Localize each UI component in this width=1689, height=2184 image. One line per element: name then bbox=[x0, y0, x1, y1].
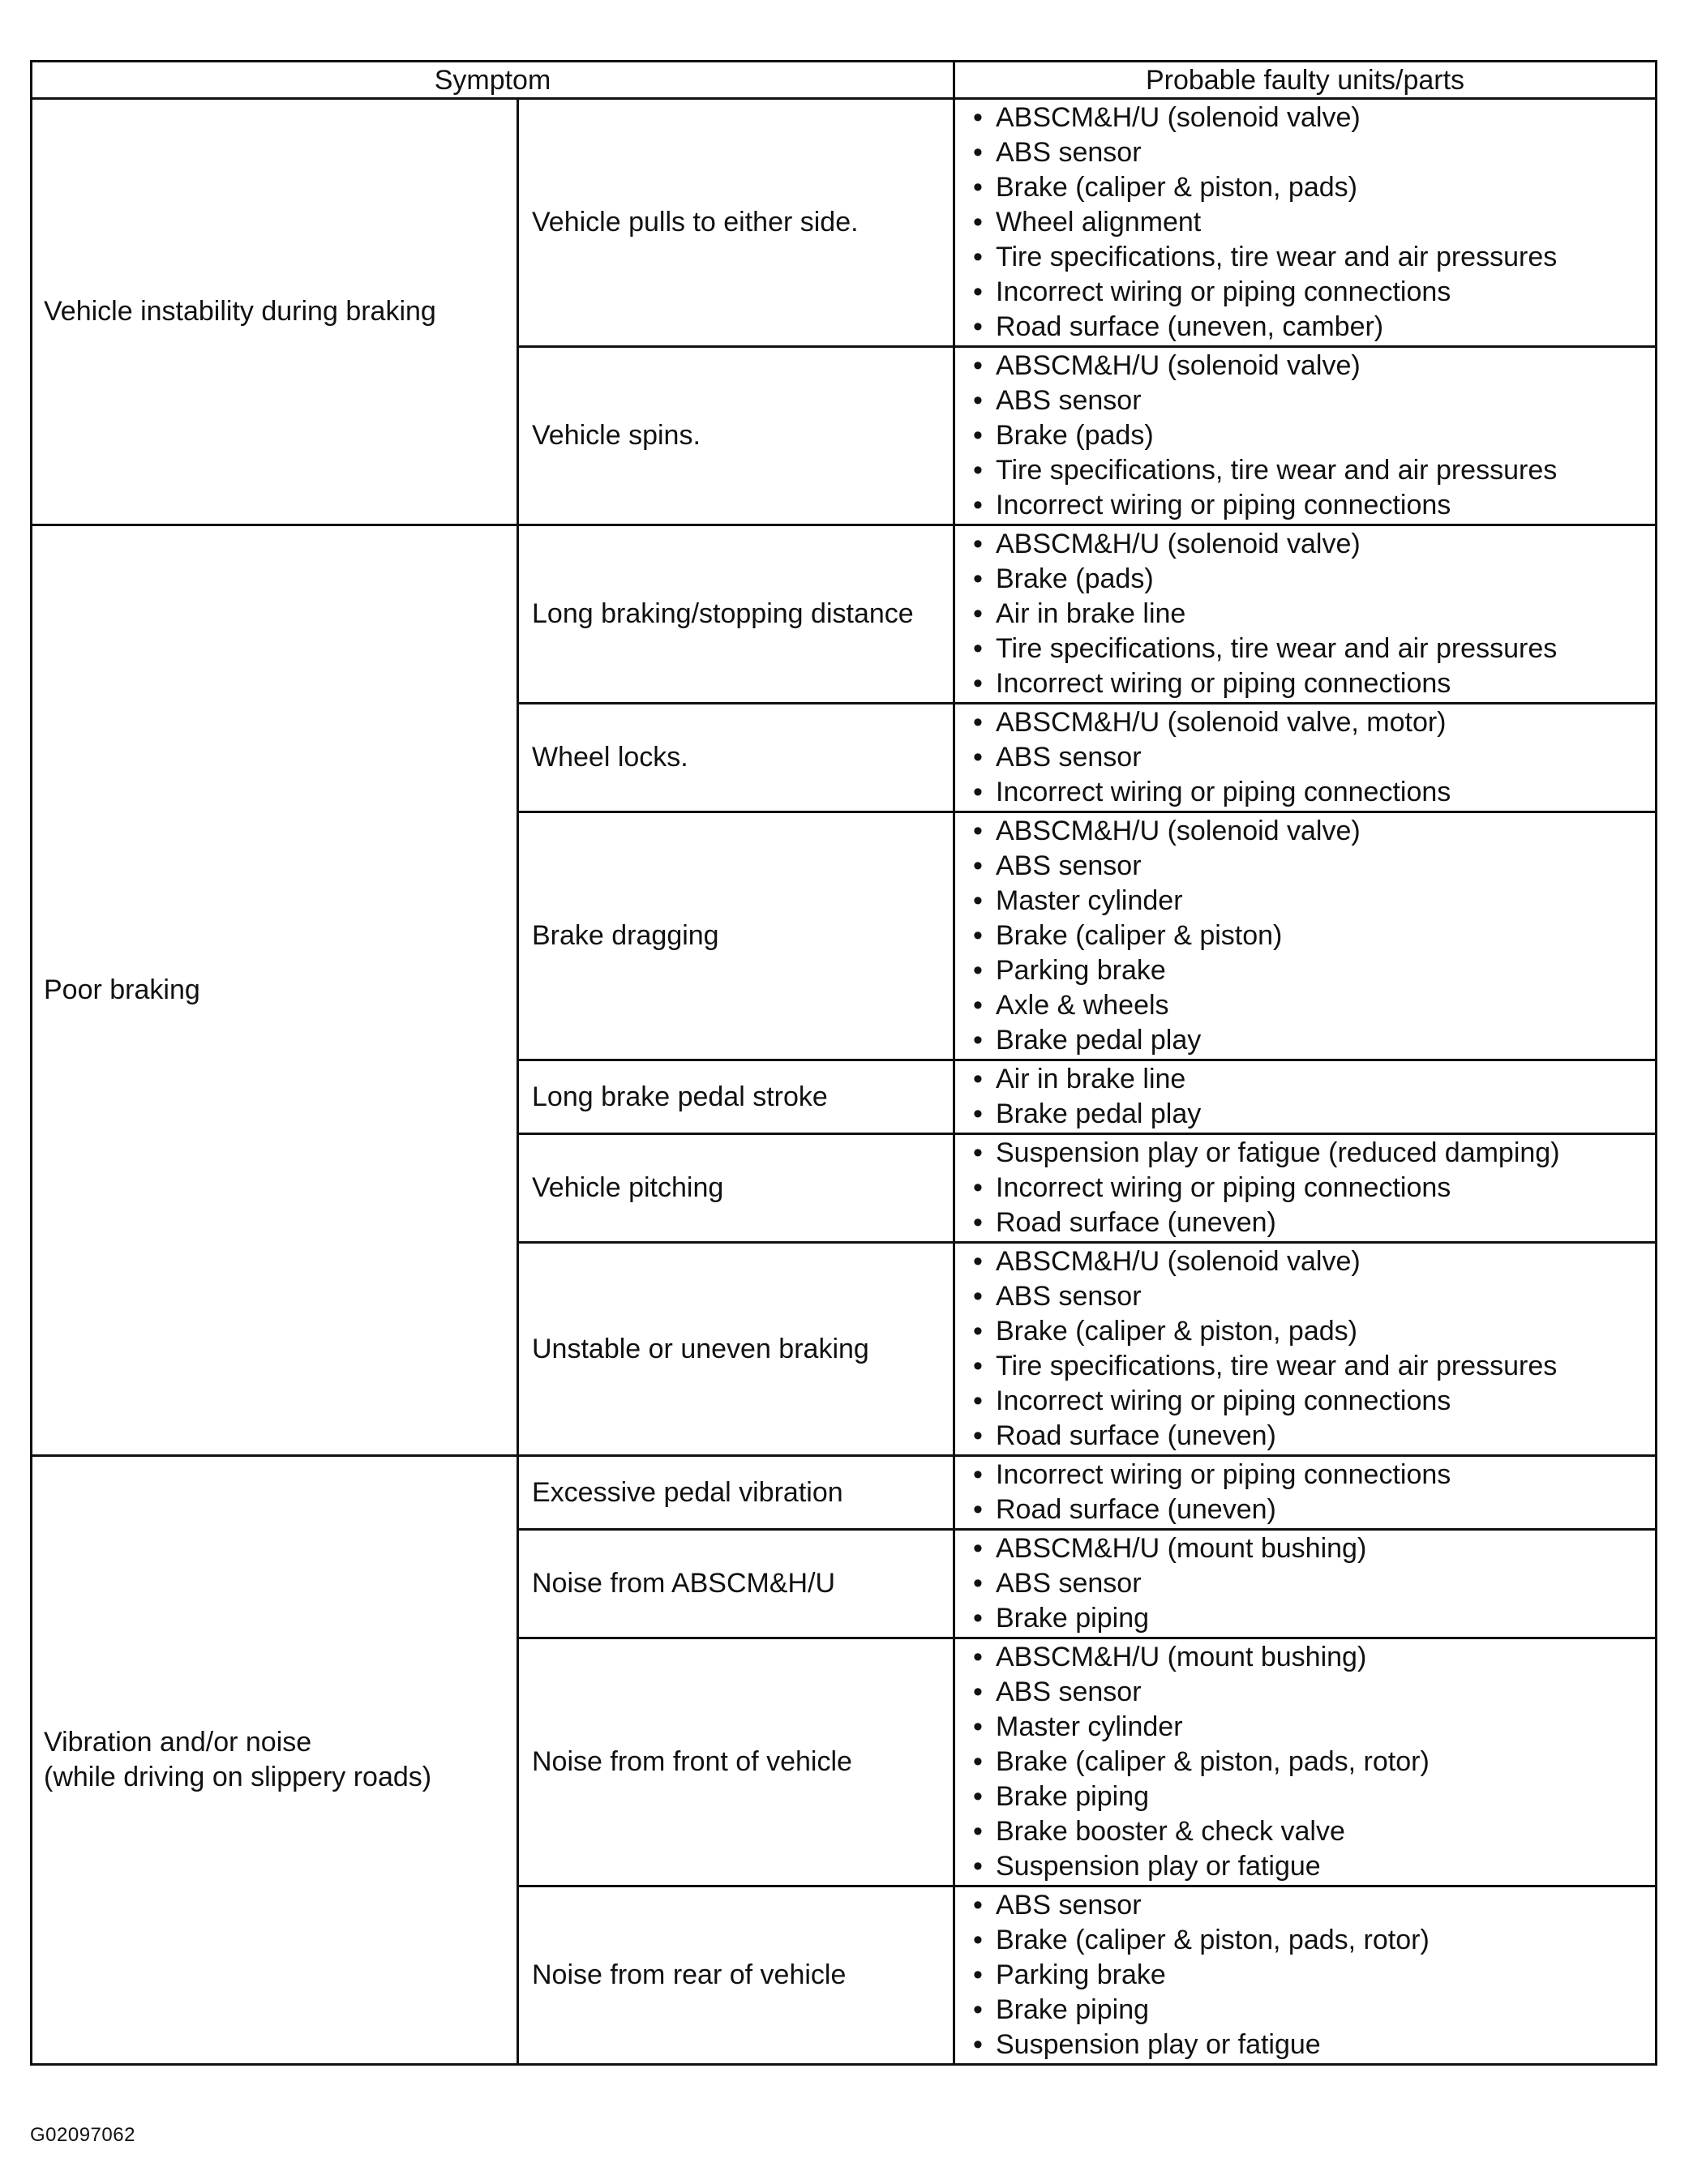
parts-cell bbox=[954, 1638, 1657, 1886]
part-item: • Brake (caliper & piston, pads, rotor) bbox=[971, 1923, 1655, 1958]
part-item: • Brake (pads) bbox=[971, 562, 1655, 597]
symptom-category-label: Vibration and/or noise bbox=[44, 1727, 312, 1758]
parts-list bbox=[971, 1062, 1655, 1132]
part-item: • Brake booster & check valve bbox=[971, 1814, 1655, 1849]
parts-column-header: Probable faulty units/parts bbox=[954, 62, 1657, 99]
symptom-cell: Excessive pedal vibration bbox=[518, 1456, 954, 1530]
part-item: • Brake piping bbox=[971, 1993, 1655, 2028]
part-item: • Brake pedal play bbox=[971, 1097, 1655, 1132]
parts-cell bbox=[954, 347, 1657, 525]
parts-list bbox=[971, 349, 1655, 523]
part-item: • Suspension play or fatigue (reduced damping) bbox=[971, 1136, 1655, 1171]
parts-list bbox=[971, 1640, 1655, 1884]
part-item: • Air in brake line bbox=[971, 597, 1655, 632]
symptom-cell: Brake dragging bbox=[518, 812, 954, 1060]
symptom-cell: Vehicle pitching bbox=[518, 1134, 954, 1243]
part-item: • ABSCM&H/U (solenoid valve) bbox=[971, 527, 1655, 562]
parts-cell bbox=[954, 1530, 1657, 1638]
part-item: • Brake piping bbox=[971, 1601, 1655, 1636]
part-item: • ABS sensor bbox=[971, 849, 1655, 884]
part-item: • Incorrect wiring or piping connections bbox=[971, 1171, 1655, 1205]
symptom-category-sublabel: (while driving on slippery roads) bbox=[44, 1762, 432, 1792]
part-item: • Tire specifications, tire wear and air pressures bbox=[971, 1349, 1655, 1384]
part-item: • Master cylinder bbox=[971, 1710, 1655, 1745]
symptom-cell: Long brake pedal stroke bbox=[518, 1060, 954, 1134]
part-item: • ABSCM&H/U (solenoid valve) bbox=[971, 349, 1655, 383]
part-item: • Incorrect wiring or piping connections bbox=[971, 775, 1655, 810]
part-item: • ABSCM&H/U (solenoid valve) bbox=[971, 814, 1655, 849]
part-item: • Air in brake line bbox=[971, 1062, 1655, 1097]
symptom-cell: Noise from ABSCM&H/U bbox=[518, 1530, 954, 1638]
symptom-cell: Wheel locks. bbox=[518, 704, 954, 812]
part-item: • ABS sensor bbox=[971, 1675, 1655, 1710]
symptom-column-header: Symptom bbox=[32, 62, 954, 99]
parts-cell bbox=[954, 525, 1657, 704]
part-item: • ABSCM&H/U (mount bushing) bbox=[971, 1531, 1655, 1566]
symptom-category-cell bbox=[32, 1456, 518, 2065]
part-item: • Brake (caliper & piston, pads) bbox=[971, 1314, 1655, 1349]
part-item: • Incorrect wiring or piping connections bbox=[971, 666, 1655, 701]
parts-list bbox=[971, 101, 1655, 345]
part-item: • Incorrect wiring or piping connections bbox=[971, 488, 1655, 523]
parts-list bbox=[971, 1458, 1655, 1527]
part-item: • Brake (pads) bbox=[971, 418, 1655, 453]
part-item: • Incorrect wiring or piping connections bbox=[971, 275, 1655, 310]
part-item: • ABSCM&H/U (solenoid valve) bbox=[971, 1244, 1655, 1279]
part-item: • Road surface (uneven) bbox=[971, 1492, 1655, 1527]
part-item: • Parking brake bbox=[971, 1958, 1655, 1993]
part-item: • Incorrect wiring or piping connections bbox=[971, 1384, 1655, 1419]
parts-list bbox=[971, 527, 1655, 701]
part-item: • Road surface (uneven, camber) bbox=[971, 310, 1655, 345]
diagnosis-table bbox=[30, 60, 1657, 2066]
part-item: • ABS sensor bbox=[971, 383, 1655, 418]
parts-list bbox=[971, 1888, 1655, 2062]
part-item: • Tire specifications, tire wear and air pressures bbox=[971, 240, 1655, 275]
symptom-category-label: Vehicle instability during braking bbox=[44, 296, 436, 327]
part-item: • Suspension play or fatigue bbox=[971, 1849, 1655, 1884]
parts-cell bbox=[954, 1886, 1657, 2065]
part-item: • ABS sensor bbox=[971, 1888, 1655, 1923]
part-item: • Brake (caliper & piston) bbox=[971, 919, 1655, 953]
symptom-cell: Vehicle spins. bbox=[518, 347, 954, 525]
symptom-cell: Unstable or uneven braking bbox=[518, 1243, 954, 1456]
part-item: • ABSCM&H/U (mount bushing) bbox=[971, 1640, 1655, 1675]
part-item: • Suspension play or fatigue bbox=[971, 2028, 1655, 2062]
parts-list bbox=[971, 814, 1655, 1058]
part-item: • Master cylinder bbox=[971, 884, 1655, 919]
part-item: • Parking brake bbox=[971, 953, 1655, 988]
part-item: • Road surface (uneven) bbox=[971, 1419, 1655, 1454]
table-row bbox=[32, 99, 1657, 347]
parts-cell bbox=[954, 1060, 1657, 1134]
part-item: • Brake piping bbox=[971, 1779, 1655, 1814]
parts-cell bbox=[954, 99, 1657, 347]
symptom-category-cell bbox=[32, 525, 518, 1456]
part-item: • Wheel alignment bbox=[971, 205, 1655, 240]
parts-list bbox=[971, 1136, 1655, 1240]
symptom-category-cell bbox=[32, 99, 518, 525]
parts-cell bbox=[954, 812, 1657, 1060]
part-item: • ABSCM&H/U (solenoid valve, motor) bbox=[971, 705, 1655, 740]
part-item: • Axle & wheels bbox=[971, 988, 1655, 1023]
part-item: • Incorrect wiring or piping connections bbox=[971, 1458, 1655, 1492]
parts-cell bbox=[954, 1456, 1657, 1530]
symptom-cell: Vehicle pulls to either side. bbox=[518, 99, 954, 347]
part-item: • Brake (caliper & piston, pads, rotor) bbox=[971, 1745, 1655, 1779]
part-item: • ABS sensor bbox=[971, 740, 1655, 775]
part-item: • ABSCM&H/U (solenoid valve) bbox=[971, 101, 1655, 135]
part-item: • ABS sensor bbox=[971, 135, 1655, 170]
part-item: • ABS sensor bbox=[971, 1279, 1655, 1314]
parts-list bbox=[971, 1531, 1655, 1636]
parts-list bbox=[971, 1244, 1655, 1454]
part-item: • Brake (caliper & piston, pads) bbox=[971, 170, 1655, 205]
part-item: • Tire specifications, tire wear and air pressures bbox=[971, 632, 1655, 666]
part-item: • Brake pedal play bbox=[971, 1023, 1655, 1058]
parts-cell bbox=[954, 1243, 1657, 1456]
parts-cell bbox=[954, 704, 1657, 812]
table-header-row bbox=[32, 62, 1657, 99]
figure-id: G02097062 bbox=[30, 2124, 135, 2146]
table-row bbox=[32, 525, 1657, 704]
part-item: • ABS sensor bbox=[971, 1566, 1655, 1601]
parts-cell bbox=[954, 1134, 1657, 1243]
symptom-cell: Long braking/stopping distance bbox=[518, 525, 954, 704]
table-row bbox=[32, 1456, 1657, 1530]
part-item: • Road surface (uneven) bbox=[971, 1205, 1655, 1240]
symptom-cell: Noise from front of vehicle bbox=[518, 1638, 954, 1886]
parts-list bbox=[971, 705, 1655, 810]
part-item: • Tire specifications, tire wear and air pressures bbox=[971, 453, 1655, 488]
symptom-category-label: Poor braking bbox=[44, 974, 200, 1005]
symptom-cell: Noise from rear of vehicle bbox=[518, 1886, 954, 2065]
